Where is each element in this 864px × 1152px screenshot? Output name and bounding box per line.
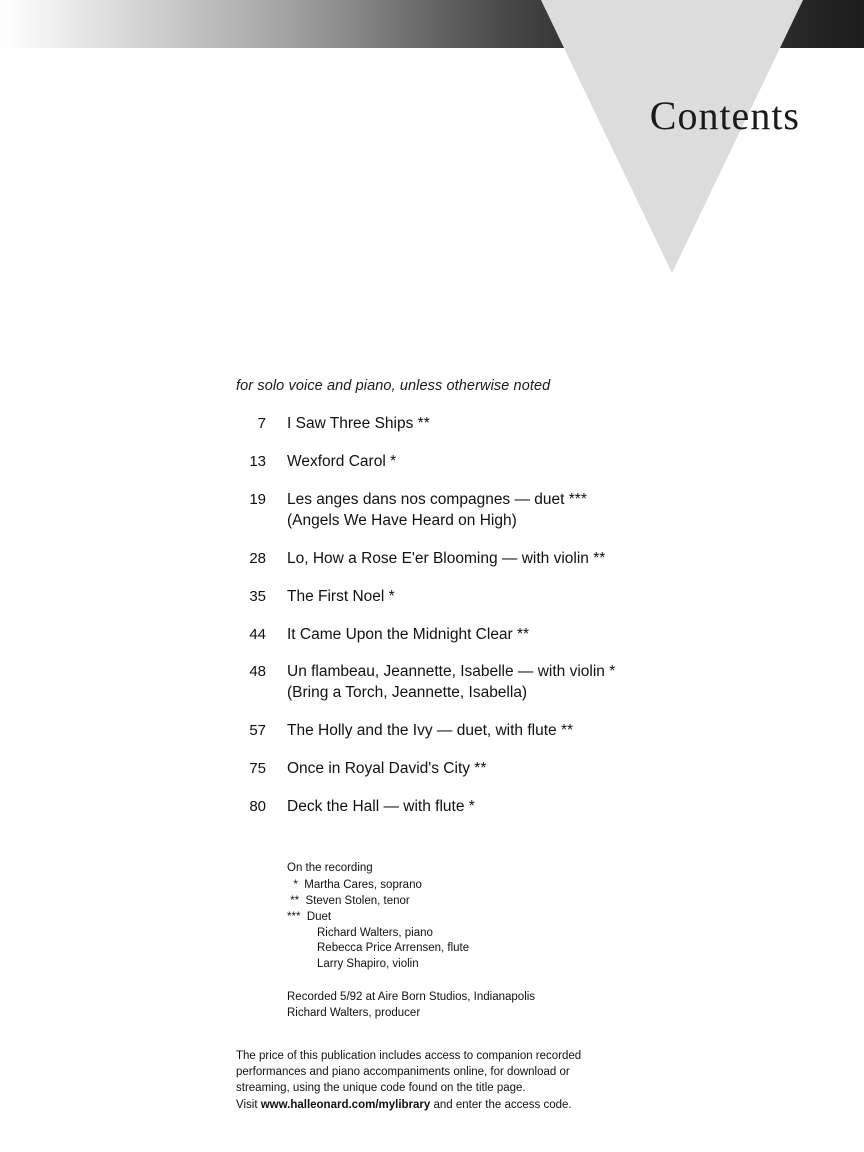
toc-entry-title (266, 452, 396, 473)
toc-title-text: Les anges dans nos compagnes — duet *** (287, 490, 587, 508)
toc-title-text: Deck the Hall — with flute * (287, 798, 475, 816)
toc-page-number: 44 (249, 625, 266, 643)
contents-subtitle: for solo voice and piano, unless otherwise noted (236, 378, 551, 394)
visit-suffix: and enter the access code. (430, 1098, 572, 1111)
toc-entry[interactable] (0, 490, 864, 532)
credits-producer: Richard Walters, producer (287, 1006, 421, 1019)
toc-page-number: 48 (249, 663, 266, 681)
toc-page-number: 75 (249, 760, 266, 778)
toc-page-number: 28 (249, 549, 266, 567)
toc-entry-title (266, 759, 486, 780)
toc-entry-title (266, 721, 573, 742)
credits-musician: Richard Walters, piano (317, 926, 433, 939)
library-url[interactable]: www.halleonard.com/mylibrary (260, 1098, 431, 1111)
recording-credits (287, 861, 864, 1022)
visit-prefix: Visit (236, 1098, 261, 1111)
toc-title-text: Un flambeau, Jeannette, Isabelle — with violin * (287, 663, 616, 681)
access-note-line-3: streaming, using the unique code found on the title page. (236, 1082, 526, 1095)
toc-title-text: Lo, How a Rose E'er Blooming — with violin ** (287, 549, 606, 567)
access-note-line-4 (236, 1097, 616, 1113)
toc-entry-title (266, 549, 605, 570)
credits-performer: ** Steven Stolen, tenor (287, 894, 410, 907)
credits-heading: On the recording (287, 862, 373, 875)
credits-recorded-at: Recorded 5/92 at Aire Born Studios, Indianapolis (287, 991, 536, 1004)
page-title: Contents (649, 93, 800, 138)
toc-entry-title (266, 797, 475, 818)
credits-musician: Larry Shapiro, violin (317, 958, 419, 971)
toc-title-text: The Holly and the Ivy — duet, with flute ** (287, 722, 574, 740)
toc-page-number: 7 (257, 415, 266, 432)
toc-entry[interactable] (0, 587, 864, 608)
toc-title-text: Wexford Carol * (287, 452, 397, 470)
toc-title-text: Once in Royal David's City ** (287, 760, 487, 778)
toc-entry-title (266, 490, 587, 532)
toc-title-alt: (Angels We Have Heard on High) (287, 511, 517, 529)
toc-entry[interactable] (0, 759, 864, 780)
toc-entry-title (266, 625, 529, 646)
toc-title-text: The First Noel * (287, 587, 395, 605)
contents-body (0, 378, 864, 1113)
toc-entry[interactable] (0, 549, 864, 570)
credits-performer: * Martha Cares, soprano (287, 878, 422, 891)
toc-entry[interactable] (0, 414, 864, 435)
toc-page-number: 19 (249, 490, 266, 508)
toc-page-number: 57 (249, 722, 266, 740)
toc-entry[interactable] (0, 797, 864, 818)
toc-page-number: 13 (249, 452, 266, 470)
toc-entry[interactable] (0, 625, 864, 646)
toc-title-text: It Came Upon the Midnight Clear ** (287, 625, 530, 643)
access-note-line-1: The price of this publication includes access to companion recorded (236, 1049, 582, 1062)
table-of-contents (0, 414, 864, 818)
toc-entry[interactable] (0, 662, 864, 704)
credits-musician: Rebecca Price Arrensen, flute (317, 942, 470, 955)
toc-entry-title (266, 414, 430, 435)
toc-page-number: 80 (249, 798, 266, 816)
toc-entry-title (266, 587, 395, 608)
toc-page-number: 35 (249, 587, 266, 605)
toc-title-alt: (Bring a Torch, Jeannette, Isabella) (287, 684, 528, 702)
access-note-line-2: performances and piano accompaniments online, for download or (236, 1066, 570, 1079)
access-code-note (236, 1048, 616, 1113)
toc-entry[interactable] (0, 721, 864, 742)
credits-performer: *** Duet (287, 910, 332, 923)
toc-title-text: I Saw Three Ships ** (287, 415, 430, 432)
toc-entry[interactable] (0, 452, 864, 473)
toc-entry-title (266, 662, 615, 704)
